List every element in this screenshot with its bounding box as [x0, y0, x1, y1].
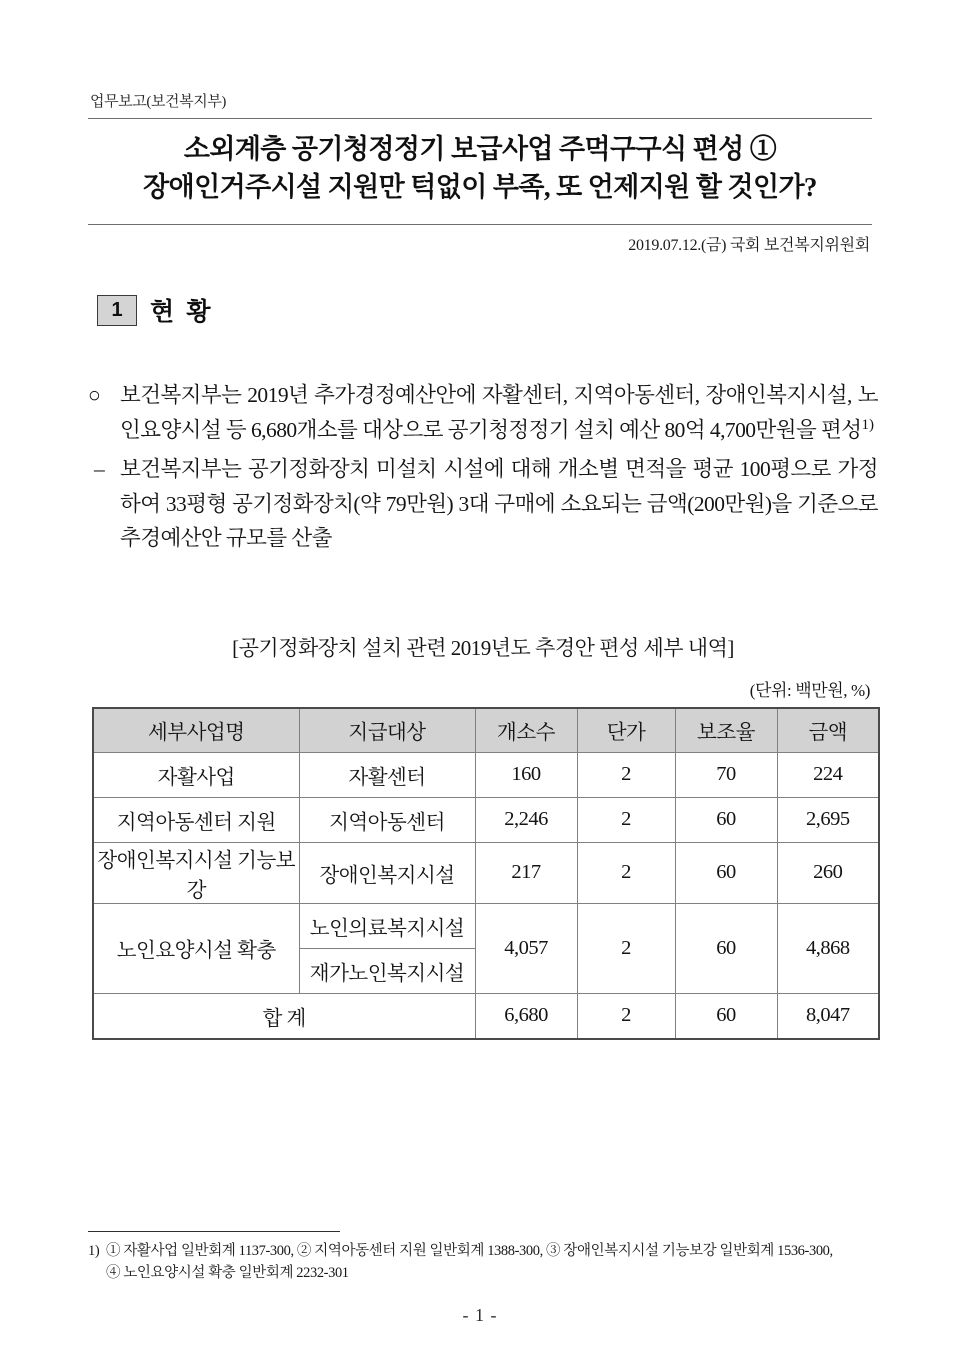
footnote-text-1: ① 자활사업 일반회계 1137-300, ② 지역아동센터 지원 일반회계 1388-300, ③ 장애인복지시설 기능보강 일반회계 1536-300,	[106, 1243, 833, 1259]
cell-amount: 4,868	[777, 903, 879, 993]
cell-total-label: 합 계	[93, 993, 475, 1039]
col-header-amount: 금액	[777, 708, 879, 752]
paragraph-2	[88, 452, 878, 556]
cell-program: 장애인복지시설 기능보강	[93, 842, 299, 903]
cell-target: 지역아동센터	[299, 797, 475, 842]
footnote-number: 1)	[88, 1243, 100, 1259]
col-header-program: 세부사업명	[93, 708, 299, 752]
title-line-2: 장애인거주시설 지원만 턱없이 부족, 또 언제지원 할 것인가?	[143, 172, 817, 203]
bullet-circle-icon: ○	[88, 383, 101, 407]
cell-count: 160	[475, 752, 577, 797]
cell-amount: 224	[777, 752, 879, 797]
paragraph-2-text: 보건복지부는 공기정화장치 미설치 시설에 대해 개소별 면적을 평균 100평으로 가정하여 33평형 공기정화장치(약 79만원) 3대 구매에 소요되는 금액(200만원)을 기준으로 추경예산안 규모를 산출	[120, 456, 878, 551]
cell-amount: 260	[777, 842, 879, 903]
cell-amount: 2,695	[777, 797, 879, 842]
footnote-ref-1: 1)	[861, 416, 874, 433]
document-title	[88, 130, 872, 207]
cell-subsidy-rate: 60	[675, 797, 777, 842]
paragraph-1-text: 보건복지부는 2019년 추가경정예산안에 자활센터, 지역아동센터, 장애인복지시설, 노인요양시설 등 6,680개소를 대상으로 공기청정정기 설치 예산 80억 4,700만원을 편성$^{1)}$	[120, 383, 878, 442]
cell-total-count: 6,680	[475, 993, 577, 1039]
cell-total-unit-price: 2	[577, 993, 675, 1039]
col-header-unit-price: 단가	[577, 708, 675, 752]
cell-total-subsidy-rate: 60	[675, 993, 777, 1039]
budget-table	[92, 707, 880, 1040]
page-number: - 1 -	[462, 1305, 498, 1325]
col-header-subsidy-rate: 보조율	[675, 708, 777, 752]
cell-subsidy-rate: 70	[675, 752, 777, 797]
footnote-line-2: ④ 노인요양시설 확충 일반회계 2232-301	[106, 1265, 349, 1282]
budget-table-wrap	[92, 707, 878, 1040]
footnote-line-1	[88, 1240, 878, 1262]
col-header-count: 개소수	[475, 708, 577, 752]
section-number-box: 1	[97, 295, 137, 326]
cell-total-amount: 8,047	[777, 993, 879, 1039]
bullet-dash-icon: –	[94, 456, 105, 481]
table-row	[93, 797, 879, 842]
cell-subsidy-rate: 60	[675, 903, 777, 993]
header-divider	[88, 118, 872, 119]
table-caption: [공기정화장치 설치 관련 2019년도 추경안 편성 세부 내역]	[232, 636, 734, 660]
table-total-row	[93, 993, 879, 1039]
cell-unit-price: 2	[577, 903, 675, 993]
cell-target: 노인의료복지시설	[299, 903, 475, 948]
cell-unit-price: 2	[577, 752, 675, 797]
cell-unit-price: 2	[577, 842, 675, 903]
title-divider	[88, 224, 872, 225]
section-heading	[97, 292, 214, 328]
cell-count: 4,057	[475, 903, 577, 993]
body-content	[88, 378, 878, 556]
title-line-1: 소외계층 공기청정정기 보급사업 주먹구구식 편성 ①	[183, 134, 777, 164]
section-title: 현 황	[150, 299, 214, 326]
table-row	[93, 842, 879, 903]
running-head: 업무보고(보건복지부)	[90, 94, 227, 110]
table-header-row	[93, 708, 879, 752]
cell-unit-price: 2	[577, 797, 675, 842]
col-header-target: 지급대상	[299, 708, 475, 752]
paragraph-1	[88, 378, 878, 448]
footnote-divider	[88, 1231, 340, 1232]
footnote	[88, 1240, 878, 1285]
table-unit-note: (단위: 백만원, %)	[749, 681, 870, 700]
cell-subsidy-rate: 60	[675, 842, 777, 903]
table-row	[93, 903, 879, 948]
cell-target: 재가노인복지시설	[299, 948, 475, 993]
cell-target: 자활센터	[299, 752, 475, 797]
cell-target: 장애인복지시설	[299, 842, 475, 903]
cell-program: 노인요양시설 확충	[93, 903, 299, 993]
cell-program: 지역아동센터 지원	[93, 797, 299, 842]
table-row	[93, 752, 879, 797]
byline: 2019.07.12.(금) 국회 보건복지위원회	[628, 237, 870, 254]
cell-program: 자활사업	[93, 752, 299, 797]
cell-count: 2,246	[475, 797, 577, 842]
cell-count: 217	[475, 842, 577, 903]
